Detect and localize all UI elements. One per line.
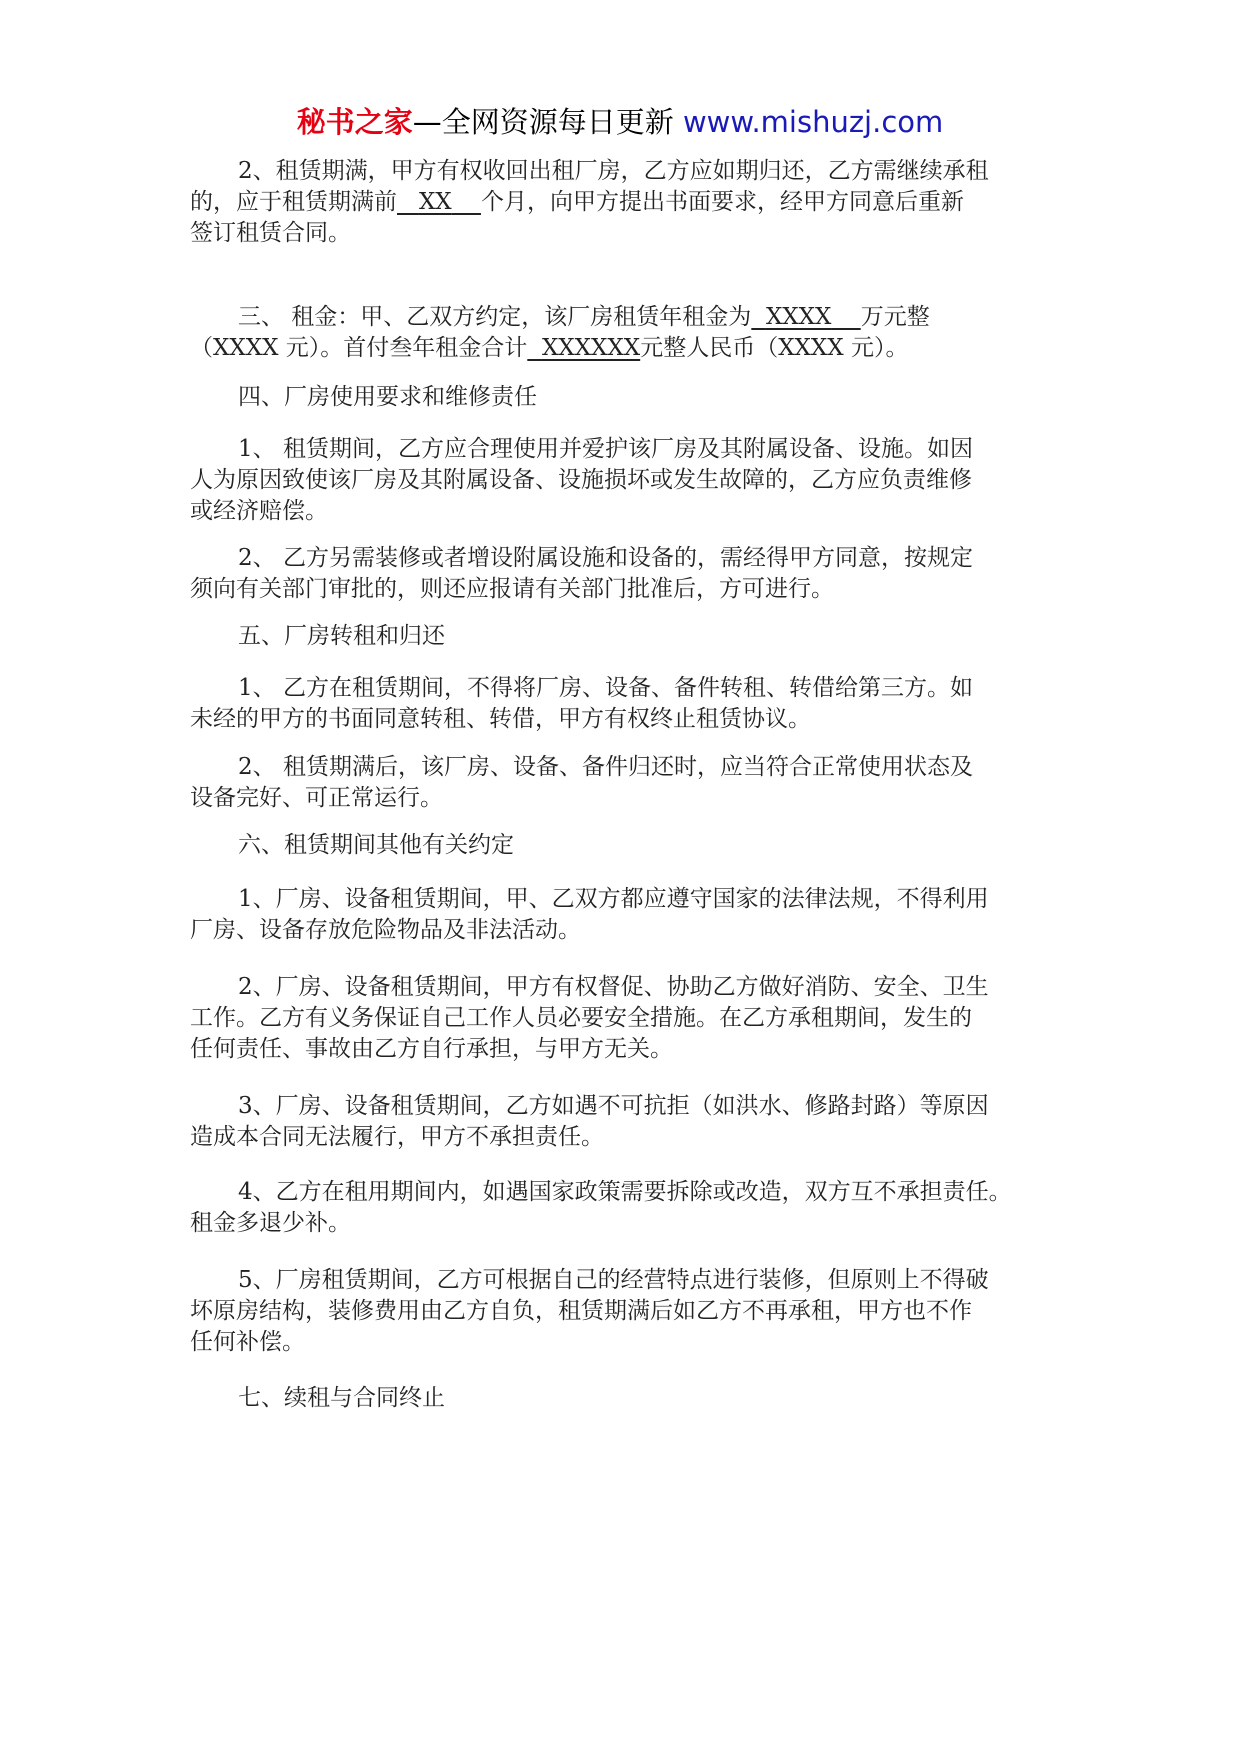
paragraph-5-1: [190, 673, 1070, 735]
text-line: 任何责任、事故由乙方自行承担，与甲方无关。: [190, 1036, 673, 1062]
section-heading-6: 六、租赁期间其他有关约定: [238, 832, 514, 858]
paragraph-4-2: [190, 543, 1070, 605]
fill-blank-first-payment: XXXXXX: [541, 335, 641, 361]
text-line: 2、 乙方另需装修或者增设附属设施和设备的，需经得甲方同意，按规定: [238, 545, 973, 571]
text-line: 任何补偿。: [190, 1329, 305, 1355]
paragraph-5-2: [190, 752, 1070, 814]
text-line: 4、乙方在租用期间内，如遇国家政策需要拆除或改造，双方互不承担责任。: [238, 1179, 1012, 1205]
text-line: 2、厂房、设备租赁期间，甲方有权督促、协助乙方做好消防、安全、卫生: [238, 974, 989, 1000]
text-line: 三、 租金：甲、乙双方约定，该厂房租赁年租金为 XXXX 万元整: [190, 302, 1070, 333]
slogan: —全网资源每日更新: [412, 105, 674, 139]
text-line: 5、厂房租赁期间，乙方可根据自己的经营特点进行装修，但原则上不得破: [238, 1267, 989, 1293]
paragraph-6-4: [190, 1177, 1070, 1239]
fill-blank-months: XX: [418, 189, 452, 215]
text-line: 租金多退少补。: [190, 1210, 351, 1236]
paragraph-4-1: [190, 434, 1070, 527]
section-heading-5: 五、厂房转租和归还: [238, 623, 445, 649]
text-line: 签订租赁合同。: [190, 220, 351, 246]
text-line: 人为原因致使该厂房及其附属设备、设施损坏或发生故障的，乙方应负责维修: [190, 467, 972, 493]
paragraph-lease-expiry: [190, 156, 1070, 249]
paragraph-6-3: [190, 1091, 1070, 1153]
text-line: 坏原房结构，装修费用由乙方自负，租赁期满后如乙方不再承租，甲方也不作: [190, 1298, 972, 1324]
text-line: （XXXX 元）。首付叁年租金合计 XXXXXX元整人民币（XXXX 元）。: [190, 333, 1070, 364]
text-line: 工作。乙方有义务保证自己工作人员必要安全措施。在乙方承租期间，发生的: [190, 1005, 972, 1031]
paragraph-6-2: [190, 972, 1070, 1065]
text-line: 厂房、设备存放危险物品及非法活动。: [190, 917, 581, 943]
text-line: 造成本合同无法履行，甲方不承担责任。: [190, 1124, 604, 1150]
text-line: 的，应于租赁期满前 XX 个月，向甲方提出书面要求，经甲方同意后重新: [190, 187, 1070, 218]
text-line: 须向有关部门审批的，则还应报请有关部门批准后，方可进行。: [190, 576, 834, 602]
text-line: 2、租赁期满，甲方有权收回出租厂房，乙方应如期归还，乙方需继续承租: [238, 158, 989, 184]
paragraph-rent: [190, 302, 1070, 364]
text-line: 设备完好、可正常运行。: [190, 785, 443, 811]
paragraph-6-1: [190, 884, 1070, 946]
text-line: 未经的甲方的书面同意转租、转借，甲方有权终止租赁协议。: [190, 706, 811, 732]
section-heading-7: 七、续租与合同终止: [238, 1385, 445, 1411]
brand-name: 秘书之家: [296, 105, 413, 139]
text-line: 1、厂房、设备租赁期间，甲、乙双方都应遵守国家的法律法规，不得利用: [238, 886, 989, 912]
section-heading-4: 四、厂房使用要求和维修责任: [238, 384, 537, 410]
paragraph-6-5: [190, 1265, 1070, 1358]
text-line: 1、 租赁期间，乙方应合理使用并爱护该厂房及其附属设备、设施。如因: [238, 436, 973, 462]
fill-blank-annual-rent: XXXX: [765, 304, 832, 330]
text-line: 3、厂房、设备租赁期间，乙方如遇不可抗拒（如洪水、修路封路）等原因: [238, 1093, 989, 1119]
text-line: 2、 租赁期满后，该厂房、设备、备件归还时，应当符合正常使用状态及: [238, 754, 973, 780]
site-url[interactable]: www.mishuzj.com: [682, 105, 944, 139]
text-line: 或经济赔偿。: [190, 498, 328, 524]
text-line: 1、 乙方在租赁期间，不得将厂房、设备、备件转租、转借给第三方。如: [238, 675, 973, 701]
